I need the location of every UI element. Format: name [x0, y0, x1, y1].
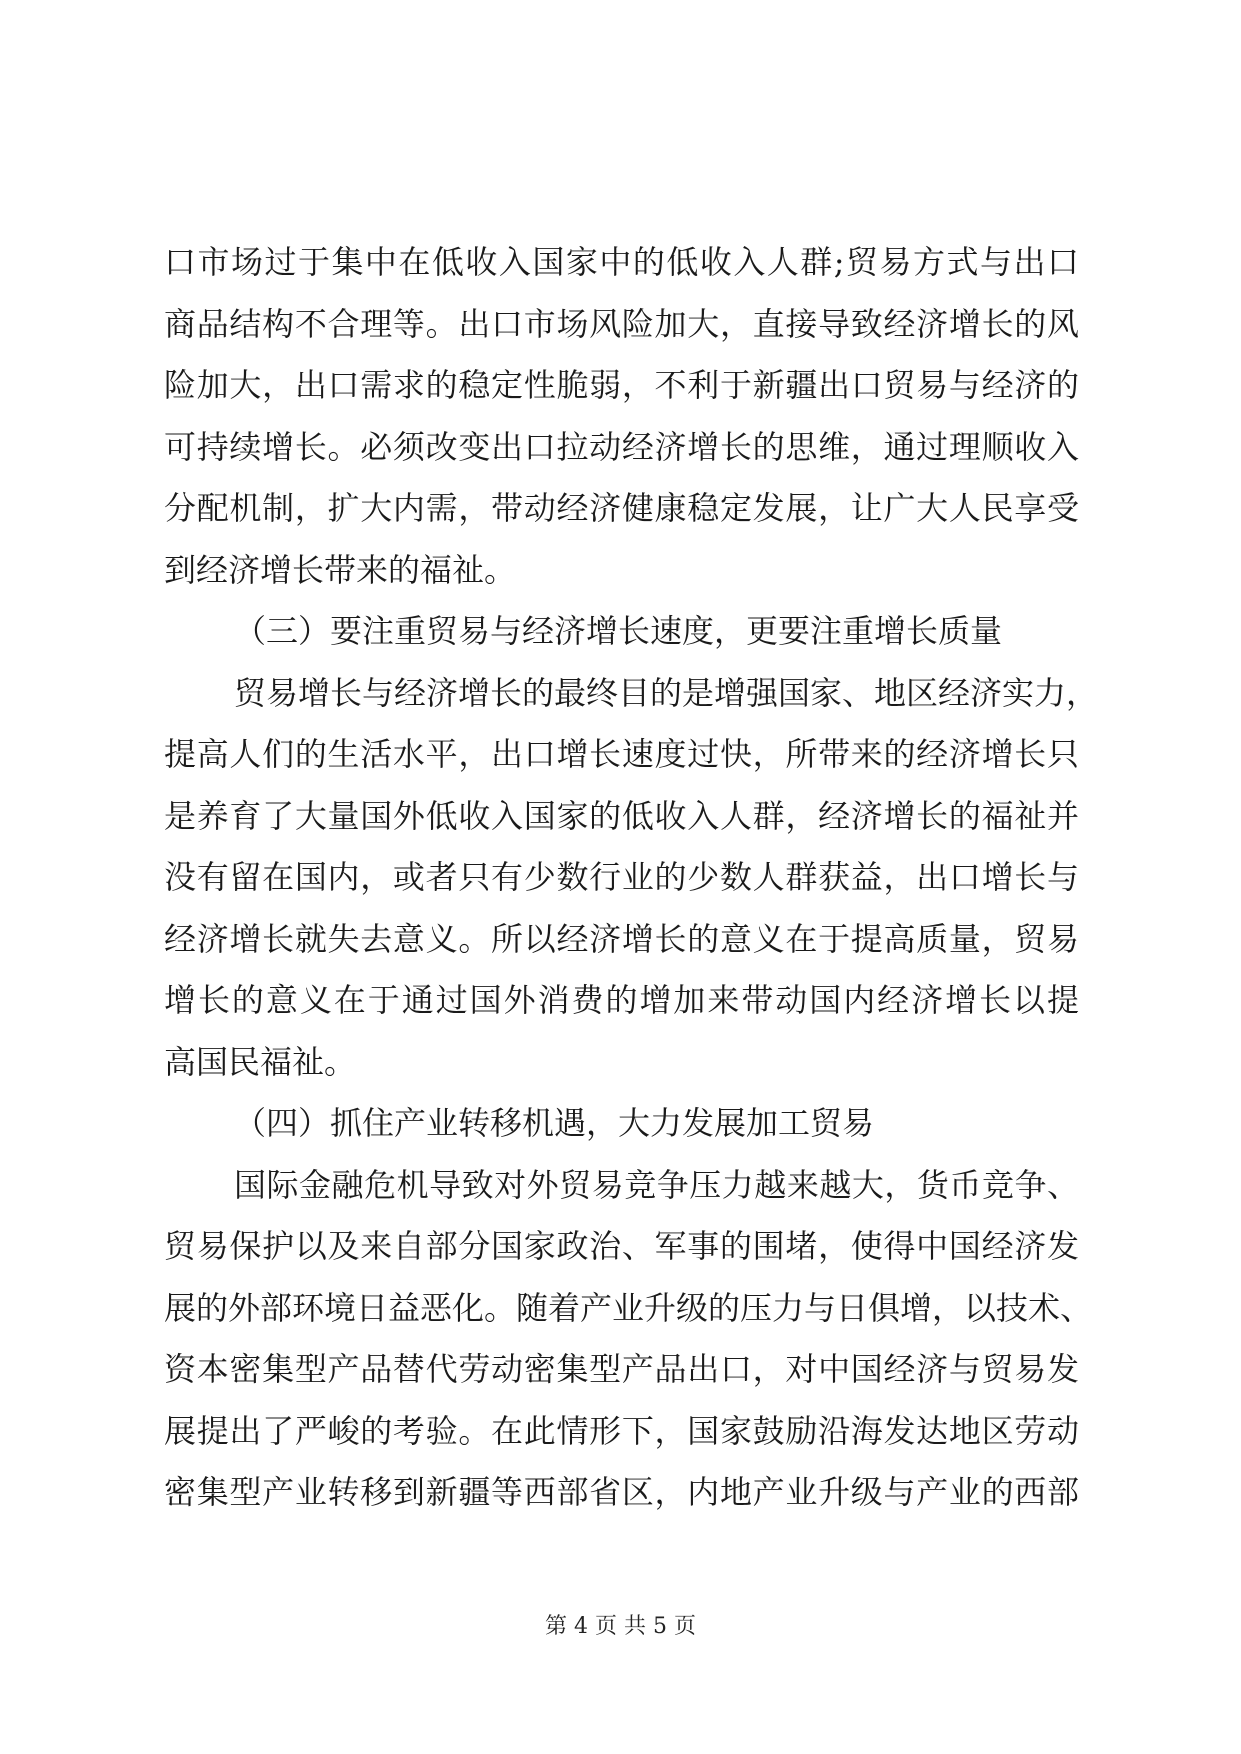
paragraph-1 [164, 232, 1079, 601]
document-body [164, 232, 1099, 1524]
page-number-label: 第 4 页 共 5 页 [545, 1614, 696, 1639]
paragraph-2-line-7: 高国民福祉。 [164, 1042, 357, 1081]
paragraph-3-line-5: 展提出了严峻的考验。在此情形下，国家鼓励沿海发达地区劳动 [164, 1411, 1079, 1450]
paragraph-1-line-2: 商品结构不合理等。出口市场风险加大，直接导致经济增长的风 [164, 304, 1079, 343]
paragraph-1-line-5: 分配机制，扩大内需，带动经济健康稳定发展，让广大人民享受 [164, 489, 1079, 527]
paragraph-1-line-6: 到经济增长带来的福祉。 [164, 550, 517, 589]
paragraph-2-line-4: 没有留在国内，或者只有少数行业的少数人群获益，出口增长与 [164, 858, 1079, 896]
paragraph-3-line-2: 贸易保护以及来自部分国家政治、军事的围堵，使得中国经济发 [164, 1227, 1079, 1265]
paragraph-1-line-3: 险加大，出口需求的稳定性脆弱，不利于新疆出口贸易与经济的 [164, 366, 1079, 404]
paragraph-2-line-1: 贸易增长与经济增长的最终目的是增强国家、地区经济实力， [234, 673, 1099, 712]
paragraph-3-line-3: 展的外部环境日益恶化。随着产业升级的压力与日俱增，以技术、 [164, 1288, 1093, 1327]
paragraph-2-line-6: 增长的意义在于通过国外消费的增加来带动国内经济增长以提 [164, 981, 1079, 1019]
page-footer [0, 1609, 1241, 1640]
paragraph-3-line-1: 国际金融危机导致对外贸易竞争压力越来越大，货币竞争、 [234, 1165, 1079, 1204]
section-heading-4: （四）抓住产业转移机遇，大力发展加工贸易 [234, 1104, 875, 1142]
section-heading-3: （三）要注重贸易与经济增长速度，更要注重增长质量 [234, 612, 1003, 650]
paragraph-1-line-4: 可持续增长。必须改变出口拉动经济增长的思维，通过理顺收入 [164, 427, 1079, 466]
paragraph-2-line-2: 提高人们的生活水平，出口增长速度过快，所带来的经济增长只 [164, 735, 1079, 773]
paragraph-2 [164, 663, 1099, 1094]
paragraph-2-line-3: 是养育了大量国外低收入国家的低收入人群，经济增长的福祉并 [164, 796, 1079, 835]
paragraph-3-line-4: 资本密集型产品替代劳动密集型产品出口，对中国经济与贸易发 [164, 1350, 1079, 1388]
paragraph-1-line-1: 口市场过于集中在低收入国家中的低收入人群;贸易方式与出口 [164, 243, 1079, 281]
paragraph-2-line-5: 经济增长就失去意义。所以经济增长的意义在于提高质量，贸易 [164, 919, 1079, 958]
paragraph-3 [164, 1155, 1093, 1524]
paragraph-3-line-6: 密集型产业转移到新疆等西部省区，内地产业升级与产业的西部 [164, 1473, 1079, 1511]
